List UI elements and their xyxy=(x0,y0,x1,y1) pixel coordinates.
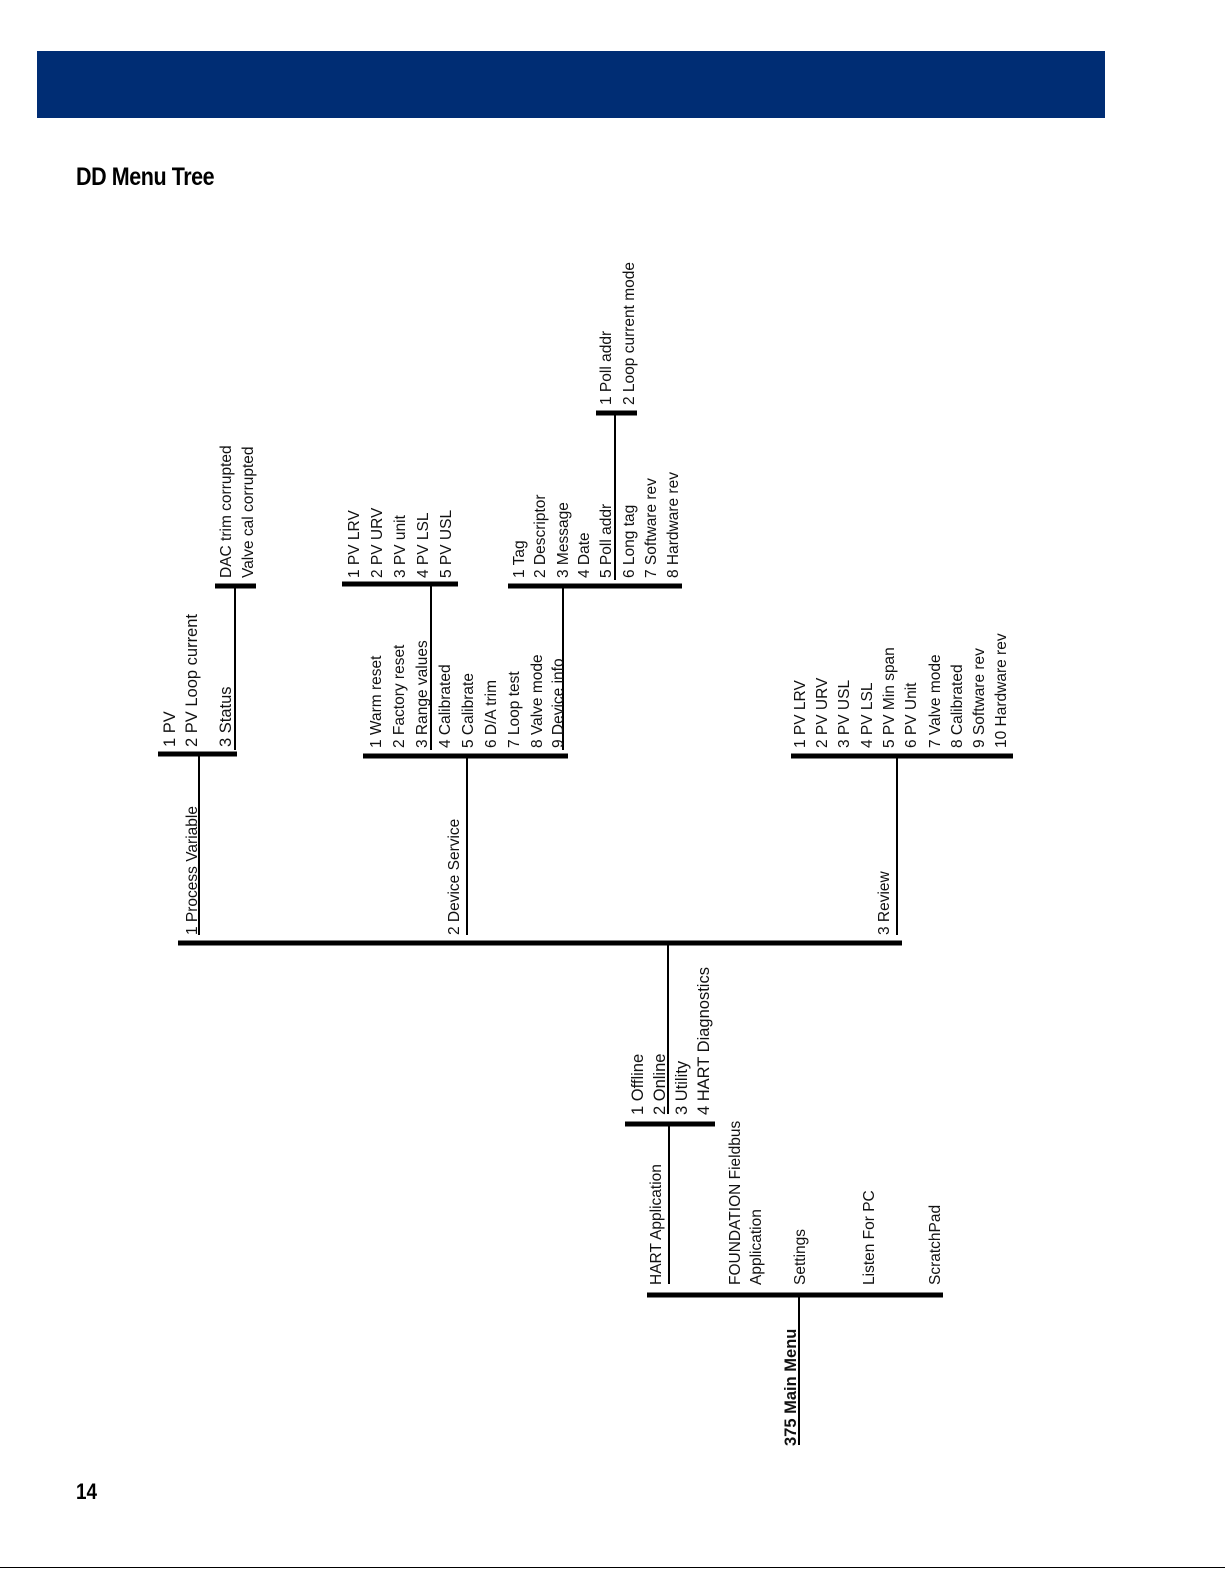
node-pv-urv: 2 PV URV xyxy=(369,507,386,578)
node-pv-loop-current: 2 PV Loop current xyxy=(183,614,201,747)
node-calibrate: 5 Calibrate xyxy=(460,673,477,748)
node-foundation-fieldbus: FOUNDATION Fieldbus xyxy=(727,1120,744,1285)
node-tag: 1 Tag xyxy=(511,540,528,578)
page-number: 14 xyxy=(76,1479,98,1504)
node-loop-current-mode: 2 Loop current mode xyxy=(621,261,638,405)
node-status: 3 Status xyxy=(217,686,235,747)
node-valve-cal-corrupted: Valve cal corrupted xyxy=(240,446,257,578)
bottom-rule xyxy=(0,1567,1225,1568)
node-factory-reset: 2 Factory reset xyxy=(391,644,408,748)
node-loop-test: 7 Loop test xyxy=(506,671,523,748)
node-pv: 1 PV xyxy=(161,711,179,747)
node-review-pv-unit: 6 PV Unit xyxy=(903,682,920,748)
node-dac-trim-corrupted: DAC trim corrupted xyxy=(218,445,235,578)
node-process-variable: 1 Process Variable xyxy=(184,806,201,935)
node-review-pv-lsl: 4 PV LSL xyxy=(859,682,876,748)
node-review-pv-min-span: 5 PV Min span xyxy=(881,647,898,748)
node-device-info: 9 Device info xyxy=(550,658,567,748)
node-offline: 1 Offline xyxy=(629,1053,647,1115)
node-online: 2 Online xyxy=(651,1053,669,1115)
node-foundation-application: Application xyxy=(748,1209,765,1285)
node-hart-application: HART Application xyxy=(648,1164,665,1285)
node-descriptor: 2 Descriptor xyxy=(532,494,549,578)
node-hardware-rev: 8 Hardware rev xyxy=(665,472,682,578)
node-review-pv-urv: 2 PV URV xyxy=(814,677,831,748)
node-device-service: 2 Device Service xyxy=(446,818,463,935)
node-review-calibrated: 8 Calibrated xyxy=(949,664,966,748)
node-message: 3 Message xyxy=(555,502,572,578)
node-review-pv-lrv: 1 PV LRV xyxy=(792,680,809,748)
node-da-trim: 6 D/A trim xyxy=(483,679,500,748)
node-settings: Settings xyxy=(792,1228,809,1285)
node-pv-lrv: 1 PV LRV xyxy=(346,510,363,578)
node-date: 4 Date xyxy=(576,532,593,578)
node-long-tag: 6 Long tag xyxy=(621,504,638,578)
node-review-software-rev: 9 Software rev xyxy=(971,648,988,748)
node-review: 3 Review xyxy=(876,871,893,935)
node-scratchpad: ScratchPad xyxy=(927,1204,944,1285)
node-hart-diagnostics: 4 HART Diagnostics xyxy=(695,967,713,1115)
node-poll-addr-sub: 1 Poll addr xyxy=(598,330,615,405)
node-review-pv-usl: 3 PV USL xyxy=(836,679,853,748)
node-375-main-menu: 375 Main Menu xyxy=(782,1328,800,1446)
node-utility: 3 Utility xyxy=(673,1060,691,1115)
node-poll-addr: 5 Poll addr xyxy=(598,503,615,578)
node-pv-usl: 5 PV USL xyxy=(438,509,455,578)
node-warm-reset: 1 Warm reset xyxy=(368,655,385,748)
node-valve-mode: 8 Valve mode xyxy=(529,654,546,748)
node-review-valve-mode: 7 Valve mode xyxy=(927,654,944,748)
node-listen-for-pc: Listen For PC xyxy=(861,1190,878,1285)
node-review-hardware-rev: 10 Hardware rev xyxy=(993,633,1010,748)
node-pv-lsl: 4 PV LSL xyxy=(415,512,432,578)
page-title: DD Menu Tree xyxy=(76,163,215,191)
node-calibrated: 4 Calibrated xyxy=(437,664,454,748)
node-pv-unit: 3 PV unit xyxy=(392,515,409,578)
node-range-values: 3 Range values xyxy=(414,640,431,748)
node-software-rev: 7 Software rev xyxy=(643,478,660,578)
